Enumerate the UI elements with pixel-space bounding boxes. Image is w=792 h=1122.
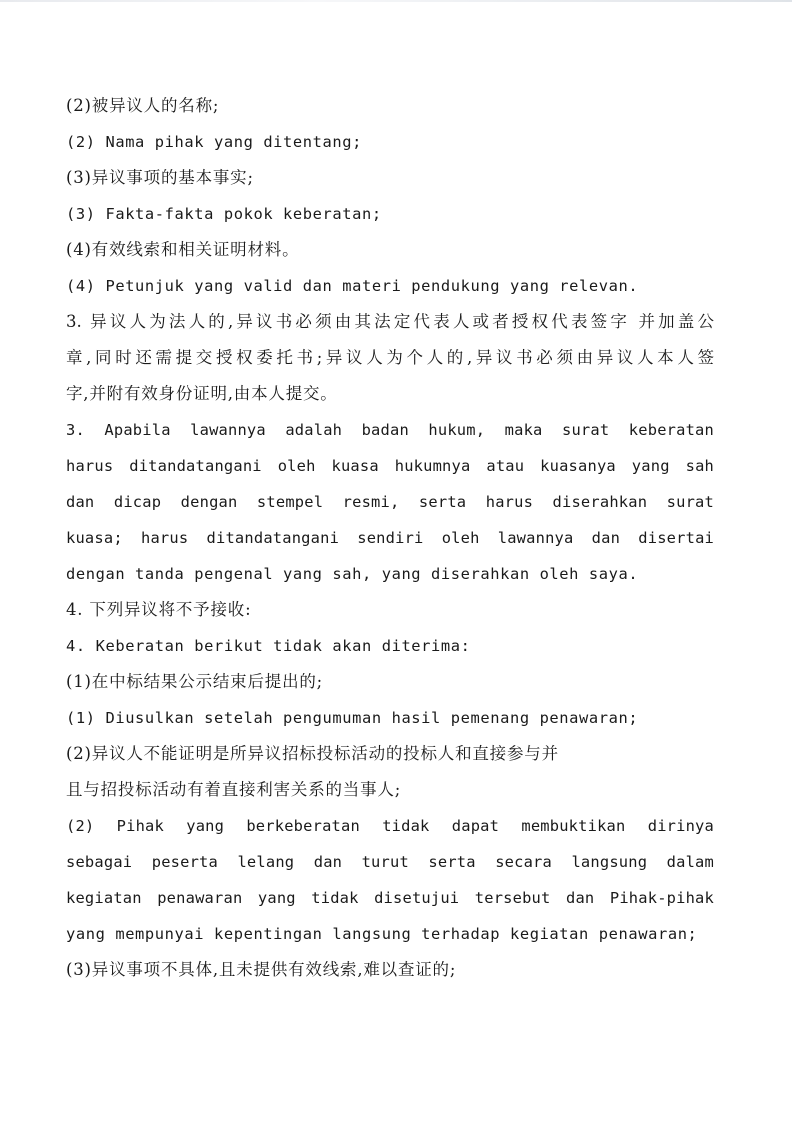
- scan-top-edge: [0, 0, 792, 2]
- indonesian-text-line: dengan tanda pengenal yang sah, yang diserahkan oleh saya.: [66, 565, 639, 583]
- indonesian-text-line: kegiatan penawaran yang tidak disetujui tersebut dan Pihak-pihak: [66, 889, 714, 907]
- indonesian-text-line: 3. Apabila lawannya adalah badan hukum, maka surat keberatan: [66, 421, 714, 439]
- chinese-text-line: 3. 异议人为法人的,异议书必须由其法定代表人或者授权代表签字 并加盖公: [66, 312, 714, 331]
- chinese-text-line: (2)异议人不能证明是所异议招标投标活动的投标人和直接参与并: [66, 744, 559, 763]
- indonesian-text-line: dan dicap dengan stempel resmi, serta harus diserahkan surat: [66, 493, 714, 511]
- chinese-text-line: (4)有效线索和相关证明材料。: [66, 240, 300, 259]
- chinese-text-line: 章,同时还需提交授权委托书;异议人为个人的,异议书必须由异议人本人签: [66, 348, 714, 367]
- indonesian-text-line: kuasa; harus ditandatangani sendiri oleh lawannya dan disertai: [66, 529, 714, 547]
- indonesian-text-line: harus ditandatangani oleh kuasa hukumnya atau kuasanya yang sah: [66, 457, 714, 475]
- chinese-text-line: 且与招投标活动有着直接利害关系的当事人;: [66, 780, 402, 799]
- indonesian-text-line: 4. Keberatan berikut tidak akan diterima:: [66, 637, 471, 655]
- chinese-text-line: (3)异议事项不具体,且未提供有效线索,难以查证的;: [66, 960, 457, 979]
- indonesian-text-line: yang mempunyai kepentingan langsung terhadap kegiatan penawaran;: [66, 925, 698, 943]
- chinese-text-line: (1)在中标结果公示结束后提出的;: [66, 672, 324, 691]
- chinese-text-line: 4. 下列异议将不予接收:: [66, 600, 252, 619]
- chinese-text-line: 字,并附有效身份证明,由本人提交。: [66, 384, 338, 403]
- indonesian-text-line: (3) Fakta-fakta pokok keberatan;: [66, 205, 382, 223]
- chinese-text-line: (3)异议事项的基本事实;: [66, 168, 254, 187]
- document-body: [66, 88, 714, 988]
- indonesian-text-line: (4) Petunjuk yang valid dan materi pendukung yang relevan.: [66, 277, 639, 295]
- indonesian-text-line: sebagai peserta lelang dan turut serta secara langsung dalam: [66, 853, 714, 871]
- indonesian-text-line: (2) Nama pihak yang ditentang;: [66, 133, 362, 151]
- indonesian-text-line: (1) Diusulkan setelah pengumuman hasil pemenang penawaran;: [66, 709, 639, 727]
- chinese-text-line: (2)被异议人的名称;: [66, 96, 220, 115]
- indonesian-text-line: (2) Pihak yang berkeberatan tidak dapat membuktikan dirinya: [66, 817, 714, 835]
